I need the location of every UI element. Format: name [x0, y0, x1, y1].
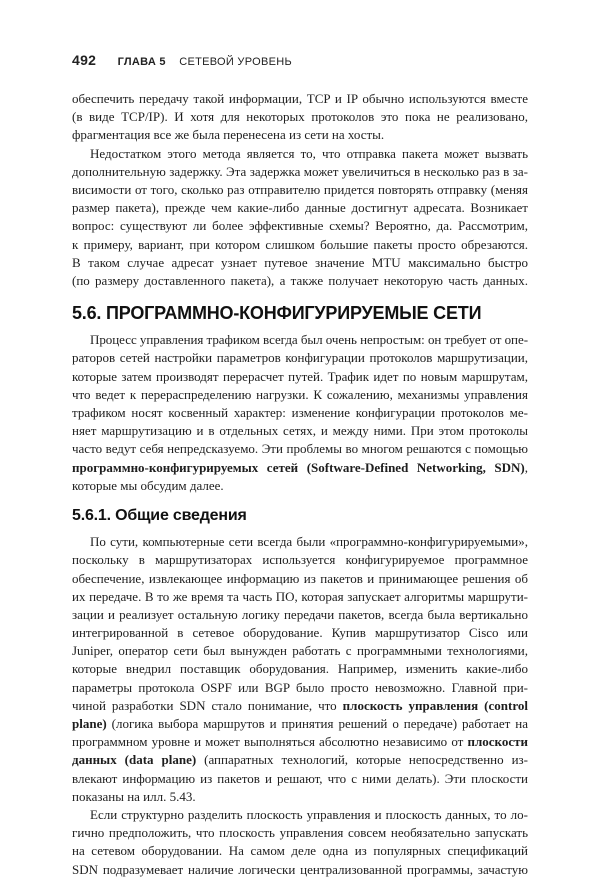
text-span: чиной разработки SDN стало понимание, что [72, 697, 343, 713]
text-line: которые внедрил поставщик оборудования. Например, изменить какие-либо [72, 661, 528, 677]
term-data-plane: плоскости [467, 734, 528, 750]
paragraph-3 [72, 331, 528, 495]
text-line: часто ведут себя непредсказуемо. Эти проблемы во многом решаются с помощью [72, 441, 528, 457]
text-span: (логика выбора маршрутов и принятия решений о передаче) работает на [106, 716, 528, 732]
text-line [72, 733, 528, 751]
text-line [72, 751, 528, 769]
text-line: (по размеру доставленного пакета), а также получает некоторую часть данных. [72, 272, 528, 288]
text-span: (аппаратных технологий, которые непосредственно из- [196, 752, 528, 768]
text-line: вопрос: существуют ли более эффективные схемы? Вероятно, да. Рассмотрим, [72, 218, 528, 234]
text-line: Juniper, оператор сети был вынужден работать с программными технологиями, [72, 643, 528, 659]
running-header [72, 52, 528, 68]
paragraph-4 [72, 533, 528, 806]
text-line: фрагментация все же была перенесена из сети на хосты. [72, 127, 385, 143]
text-line: влекают информацию из пакетов и решают, что с ними делать). Эти плоскости [72, 770, 528, 786]
section-heading-5-6: 5.6. ПРОГРАММНО-КОНФИГУРИРУЕМЫЕ СЕТИ [72, 303, 482, 324]
text-line: поскольку в маршрутизаторах используется конфигурируемое программное [72, 552, 528, 568]
text-line: висимости от того, сколько раз отправителю придется повторять отправку (меняя [72, 181, 528, 197]
text-line: (в виде TCP/IP). И хотя для некоторых протоколов это пока не реализовано, [72, 109, 528, 125]
paragraph-1 [72, 90, 528, 145]
text-line: показаны на илл. 5.43. [72, 788, 196, 804]
chapter-label: ГЛАВА 5 [117, 56, 166, 68]
text-line: интегрированной в сетевое оборудование. Купив маршрутизатор Cisco или [72, 625, 528, 641]
term-control-plane-end: plane) [72, 716, 107, 732]
text-line: что ведет к перераспределению нагрузки. К сожалению, механизмы управления [72, 386, 528, 402]
text-line: Процесс управления трафиком всегда был очень непростым: он требует от опе- [90, 332, 528, 348]
page-number: 492 [72, 52, 97, 68]
text-line [72, 697, 528, 715]
text-line: няет маршрутизацию и в отдельных сетях, и между ними. При этом протоколы [72, 423, 528, 439]
text-line: размер пакета), прежде чем какие-либо данные достигнут адресата. Возникает [72, 200, 528, 216]
text-line: к примеру, вариант, при котором слишком большие пакеты просто обрезаются. [72, 236, 528, 252]
text-line: Если структурно разделить плоскость управления и плоскость данных, то ло- [90, 806, 528, 822]
paragraph-2 [72, 145, 528, 291]
text-line: их передаче. В то же время та часть ПО, которая запускает алгоритмы маршрути- [72, 588, 528, 604]
text-line [72, 715, 528, 733]
text-line: на сетевом оборудовании. На самом деле одна из популярных спецификаций [72, 843, 528, 859]
text-line: SDN подразумевает наличие логически централизованной программы, зачастую [72, 861, 528, 877]
paragraph-5 [72, 806, 528, 879]
text-span: программном уровне и может выполняться абсолютно независимо от [72, 734, 468, 750]
text-line: параметры протокола OSPF или BGP было просто невозможно. Главной при- [72, 679, 528, 695]
text-line [72, 459, 528, 477]
page-body [72, 90, 528, 879]
section-label: СЕТЕВОЙ УРОВЕНЬ [179, 56, 293, 68]
text-line: зации и реализует остальную логику передачи пакетов, всегда была вертикально [72, 606, 528, 622]
term-sdn: программно-конфигурируемых сетей (Software-Defined Networking, SDN) [72, 459, 525, 475]
punctuation: , [524, 459, 528, 475]
text-line: гично предположить, что плоскость управления совсем необязательно запускать [72, 825, 528, 841]
subsection-heading-5-6-1: 5.6.1. Общие сведения [72, 506, 247, 524]
text-line: которые затем производят перерасчет путей. Трафик идет по новым маршрутам, [72, 368, 528, 384]
text-line: дополнительную задержку. Эта задержка может увеличиться в несколько раз в за- [72, 163, 528, 179]
text-line: раторов сетей настройки параметров конфигурации протоколов маршрутизации, [72, 350, 528, 366]
term-control-plane: плоскость управления (control [342, 697, 528, 713]
text-line: В таком случае адресат узнает путевое значение MTU максимально быстро [72, 254, 528, 270]
text-line: Недостатком этого метода является то, что отправка пакета может вызвать [90, 145, 528, 161]
term-data-plane-end: данных (data plane) [72, 752, 197, 768]
text-line: обеспечение, извлекающее информацию из пакетов и принимающее решения об [72, 570, 528, 586]
text-line: обеспечить передачу такой информации, TCP и IP обычно используются вместе [72, 91, 528, 106]
text-line: По сути, компьютерные сети всегда были «программно-конфигурируемыми», [90, 534, 528, 550]
text-line: трафиком носят косвенный характер: изменение конфигурации протоколов ме- [72, 405, 528, 421]
text-line: которые мы обсудим далее. [72, 477, 224, 493]
